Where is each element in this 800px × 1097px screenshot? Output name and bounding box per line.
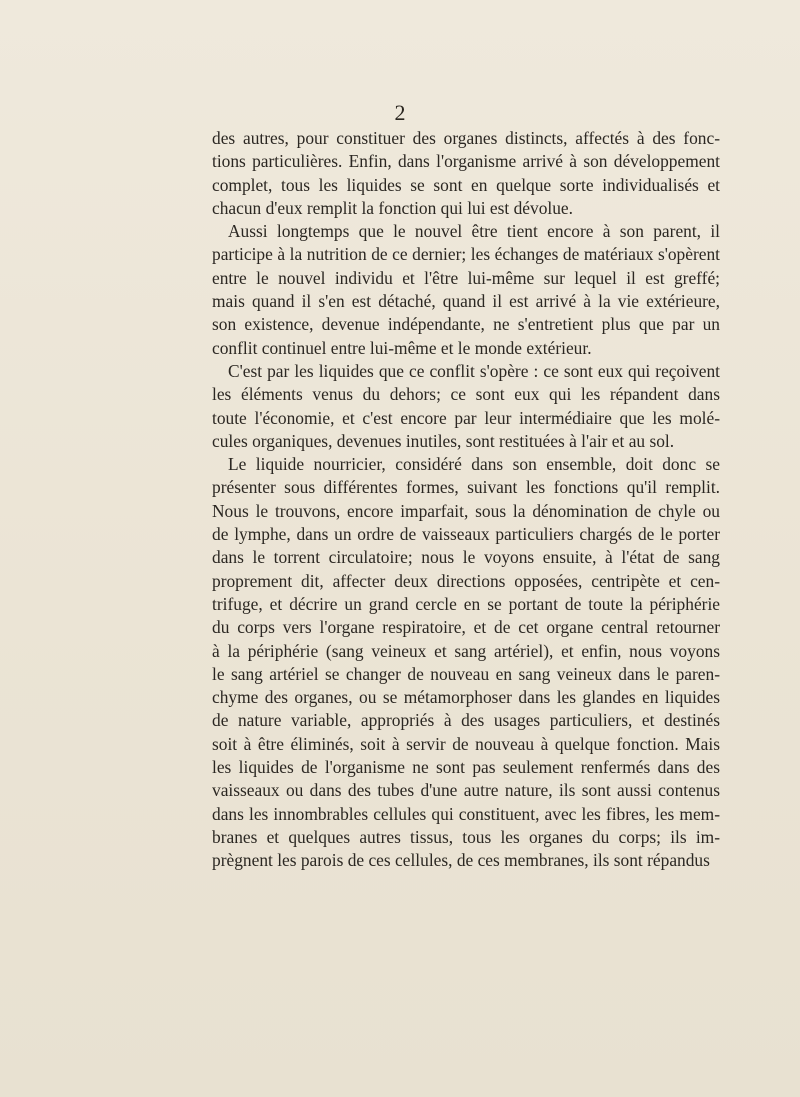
text-line: le sang artériel se changer de nouveau en sang veineux dans le paren- xyxy=(212,663,720,684)
text-line: les liquides de l'organisme ne sont pas seulement renfermés dans des xyxy=(212,757,720,778)
body-text xyxy=(212,127,720,873)
text-line: du corps vers l'organe respiratoire, et de cet organe central retourner xyxy=(212,617,720,638)
text-line: Aussi longtemps que le nouvel être tient encore à son parent, il xyxy=(228,221,720,242)
text-line: proprement dit, affecter deux directions opposées, centripète et cen- xyxy=(212,570,720,591)
text-line: conflit continuel entre lui-même et le monde extérieur. xyxy=(212,337,592,358)
text-line: complet, tous les liquides se sont en quelque sorte individualisés et xyxy=(212,174,720,195)
text-line: chyme des organes, ou se métamorphoser dans les glandes en liquides xyxy=(212,687,720,708)
text-line: soit à être éliminés, soit à servir de nouveau à quelque fonction. Mais xyxy=(212,733,720,754)
page-number: 2 xyxy=(394,100,406,125)
text-line: les éléments venus du dehors; ce sont eux qui les répandent dans xyxy=(212,384,720,405)
text-line: chacun d'eux remplit la fonction qui lui est dévolue. xyxy=(212,197,573,218)
text-line: dans le torrent circulatoire; nous le voyons ensuite, à l'état de sang xyxy=(212,547,720,568)
text-line: entre le nouvel individu et l'être lui-même sur lequel il est greffé; xyxy=(212,267,720,288)
text-line: de nature variable, appropriés à des usages particuliers, et destinés xyxy=(212,710,720,731)
text-line: mais quand il s'en est détaché, quand il est arrivé à la vie extérieure, xyxy=(212,291,720,312)
text-line: participe à la nutrition de ce dernier; les échanges de matériaux s'opèrent xyxy=(212,244,720,265)
text-line: son existence, devenue indépendante, ne s'entretient plus que par un xyxy=(212,314,720,335)
text-line: dans les innombrables cellules qui constituent, avec les fibres, les mem- xyxy=(212,803,720,824)
text-line: tions particulières. Enfin, dans l'organisme arrivé à son développement xyxy=(212,151,720,172)
text-line: des autres, pour constituer des organes distincts, affectés à des fonc- xyxy=(212,128,720,148)
text-line: trifuge, et décrire un grand cercle en se portant de toute la périphérie xyxy=(212,593,720,614)
text-line: branes et quelques autres tissus, tous les organes du corps; ils im- xyxy=(212,826,720,847)
text-line: C'est par les liquides que ce conflit s'opère : ce sont eux qui reçoivent xyxy=(228,360,720,381)
text-line: à la périphérie (sang veineux et sang artériel), et enfin, nous voyons xyxy=(212,640,720,661)
text-line: cules organiques, devenues inutiles, sont restituées à l'air et au sol. xyxy=(212,430,675,451)
text-line: vaisseaux ou dans des tubes d'une autre nature, ils sont aussi contenus xyxy=(212,780,720,801)
text-line: prègnent les parois de ces cellules, de ces membranes, ils sont répandus xyxy=(212,850,710,871)
text-line: présenter sous différentes formes, suivant les fonctions qu'il remplit. xyxy=(212,477,720,498)
text-line: Nous le trouvons, encore imparfait, sous la dénomination de chyle ou xyxy=(212,500,720,521)
text-line: toute l'économie, et c'est encore par leur intermédiaire que les molé- xyxy=(212,407,720,428)
text-line: Le liquide nourricier, considéré dans son ensemble, doit donc se xyxy=(228,454,720,475)
text-line: de lymphe, dans un ordre de vaisseaux particuliers chargés de le porter xyxy=(212,524,720,545)
